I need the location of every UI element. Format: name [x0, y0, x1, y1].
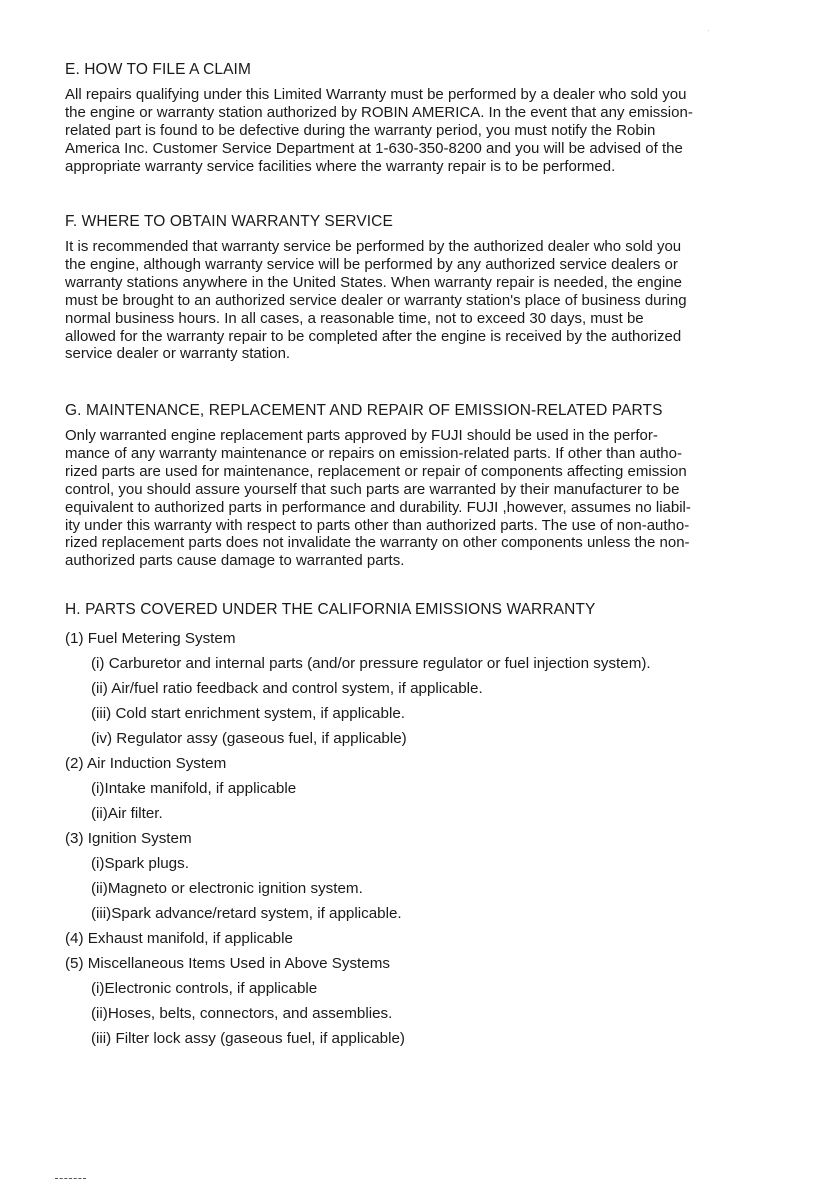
paragraph-line: service dealer or warranty station.	[65, 345, 291, 363]
paragraph-line: equivalent to authorized parts in performance and durability. FUJI ,however, assumes no liabil-	[65, 498, 691, 516]
list-item: (1) Fuel Metering System	[65, 630, 236, 647]
parts-covered-list	[65, 626, 651, 1051]
section-heading: F. WHERE TO OBTAIN WARRANTY SERVICE	[65, 213, 393, 230]
paragraph-line: warranty stations anywhere in the United States. When warranty repair is needed, the engine	[65, 273, 683, 291]
paragraph-line: mance of any warranty maintenance or repairs on emission-related parts. If other than autho-	[65, 444, 682, 462]
paragraph-line: authorized parts cause damage to warranted parts.	[65, 552, 405, 570]
scan-speck	[708, 30, 709, 31]
paragraph-line: must be brought to an authorized service dealer or warranty station's place of business during	[65, 291, 687, 309]
paragraph-line: the engine, although warranty service will be performed by any authorized service dealers or	[65, 255, 678, 273]
paragraph-line: ity under this warranty with respect to parts other than authorized parts. The use of non-autho-	[65, 516, 690, 534]
list-subitem: (ii)Air filter.	[91, 805, 163, 822]
list-subitem: (ii)Magneto or electronic ignition system.	[91, 880, 363, 897]
paragraph-line: Only warranted engine replacement parts approved by FUJI should be used in the perfor-	[65, 427, 658, 444]
list-subitem: (iii)Spark advance/retard system, if applicable.	[91, 905, 402, 922]
section-parts-covered	[65, 600, 651, 1051]
section-heading: G. MAINTENANCE, REPLACEMENT AND REPAIR OF EMISSION-RELATED PARTS	[65, 402, 663, 419]
list-subitem: (iii) Filter lock assy (gaseous fuel, if applicable)	[91, 1030, 405, 1047]
list-item: (4) Exhaust manifold, if applicable	[65, 930, 293, 947]
section-paragraph	[65, 238, 687, 363]
footer-dash-mark	[55, 1178, 86, 1180]
section-maintenance-replacement-repair	[65, 401, 691, 570]
list-subitem: (i)Electronic controls, if applicable	[91, 980, 318, 997]
section-heading: E. HOW TO FILE A CLAIM	[65, 61, 251, 78]
paragraph-line: related part is found to be defective during the warranty period, you must notify the Robin	[65, 121, 656, 139]
paragraph-line: appropriate warranty service facilities where the warranty repair is to be performed.	[65, 157, 616, 175]
list-subitem: (iv) Regulator assy (gaseous fuel, if applicable)	[91, 730, 407, 747]
list-subitem: (i)Intake manifold, if applicable	[91, 780, 297, 797]
list-subitem: (ii)Hoses, belts, connectors, and assemblies.	[91, 1005, 393, 1022]
section-heading: H. PARTS COVERED UNDER THE CALIFORNIA EMISSIONS WARRANTY	[65, 601, 596, 618]
paragraph-line: All repairs qualifying under this Limited Warranty must be performed by a dealer who sold you	[65, 86, 687, 103]
paragraph-line: the engine or warranty station authorized by ROBIN AMERICA. In the event that any emission-	[65, 103, 693, 121]
paragraph-line: control, you should assure yourself that such parts are warranted by their manufacturer to be	[65, 480, 680, 498]
paragraph-line: allowed for the warranty repair to be completed after the engine is received by the authorized	[65, 327, 682, 345]
list-subitem: (ii) Air/fuel ratio feedback and control system, if applicable.	[91, 680, 483, 697]
section-paragraph	[65, 86, 693, 176]
list-subitem: (i) Carburetor and internal parts (and/or pressure regulator or fuel injection system).	[91, 655, 651, 672]
paragraph-line: rized replacement parts does not invalidate the warranty on other components unless the non-	[65, 534, 690, 552]
list-item: (2) Air Induction System	[65, 755, 227, 772]
list-item: (3) Ignition System	[65, 830, 192, 847]
section-where-to-obtain-warranty-service	[65, 212, 687, 363]
paragraph-line: normal business hours. In all cases, a reasonable time, not to exceed 30 days, must be	[65, 309, 644, 327]
paragraph-line: It is recommended that warranty service be performed by the authorized dealer who sold you	[65, 238, 682, 255]
list-subitem: (iii) Cold start enrichment system, if applicable.	[91, 705, 405, 722]
paragraph-line: America Inc. Customer Service Department at 1-630-350-8200 and you will be advised of the	[65, 139, 683, 157]
section-paragraph	[65, 427, 691, 570]
list-item: (5) Miscellaneous Items Used in Above Systems	[65, 955, 390, 972]
list-subitem: (i)Spark plugs.	[91, 855, 189, 872]
section-how-to-file-a-claim	[65, 60, 693, 176]
paragraph-line: rized parts are used for maintenance, replacement or repair of components affecting emission	[65, 462, 687, 480]
